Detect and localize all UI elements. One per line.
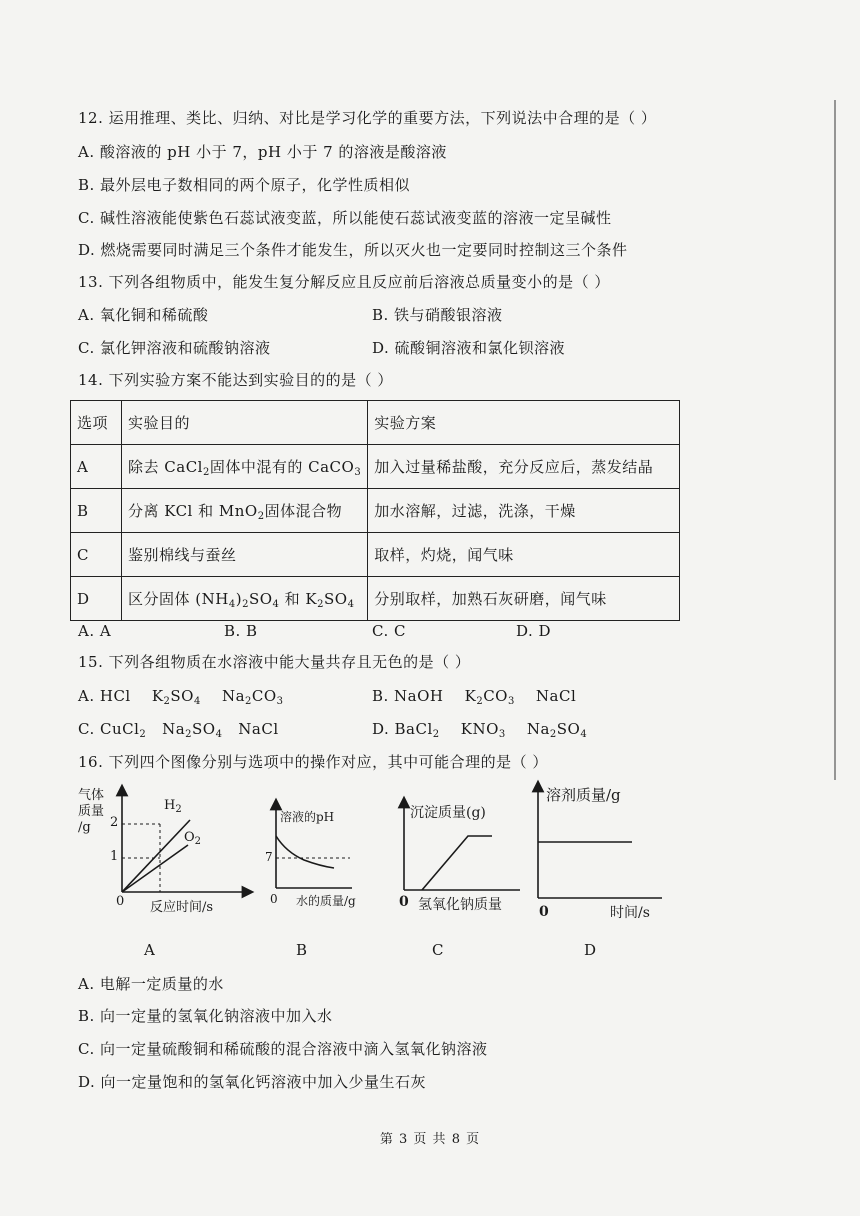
graph-c-xlabel: 氢氧化钠质量 [418,897,502,913]
graph-a-o2-label: $O_2$ [184,830,202,847]
table-cell-option: B [71,489,122,533]
table-cell-purpose: 区分固体 $(NH_4)_2SO_4$ 和 $K_2SO_4$ [122,577,368,621]
graph-b-origin: 0 [270,892,278,906]
q14-choice-d: D. D [516,622,552,640]
q16-option-b: B. 向一定量的氢氧化钠溶液中加入水 [78,1007,333,1025]
q13-stem: 13. 下列各组物质中，能发生复分解反应且反应前后溶液总质量变小的是（ ） [78,273,610,291]
graph-b-curve [276,836,334,868]
q14-choice-a: A. A [78,622,112,640]
graph-a-xlabel: 反应时间/s [150,900,214,915]
graph-a-ylabel: 气体 质量 /g [78,788,105,835]
table-cell-option: D [71,577,122,621]
graph-c-caption: C [432,941,444,959]
graph-c-ylabel: 沉淀质量(g) [410,805,486,821]
q16-option-c: C. 向一定量硫酸铜和稀硫酸的混合溶液中滴入氢氧化钠溶液 [78,1040,488,1058]
table-cell-plan: 加水溶解，过滤，洗涤，干燥 [368,489,680,533]
graph-b [264,800,374,920]
table-row [71,533,680,577]
graph-b-caption: B [296,941,308,959]
graph-a-h2-line [122,820,190,892]
graph-b-xlabel: 水的质量/g [296,894,356,908]
q13-option-d: D. 硫酸铜溶液和氯化钡溶液 [372,339,566,357]
q15-option-d: D. BaCl$_2$ $KNO_3$ $Na_2SO_4$ [372,720,588,740]
graph-a-tick-2: 2 [110,815,119,830]
graph-a-tick-1: 1 [110,849,119,864]
graph-c-curve [422,836,492,890]
graph-a-h2-label: $H_2$ [164,798,182,815]
graph-d-ylabel: 溶剂质量/g [546,786,621,804]
graph-b-tick-7: 7 [265,850,273,864]
table-cell-purpose: 除去 CaCl$_2$固体中混有的 CaCO$_3$ [122,445,368,489]
graph-b-ylabel: 溶液的pH [280,810,335,824]
graph-d [530,780,670,920]
graph-c [396,798,526,918]
margin-rule [834,100,836,780]
table-cell-plan: 分别取样，加熟石灰研磨，闻气味 [368,577,680,621]
graph-a [76,788,256,928]
graph-c-origin: 0 [399,894,409,910]
table-cell-plan: 加入过量稀盐酸，充分反应后，蒸发结晶 [368,445,680,489]
table-header-cell: 实验方案 [368,401,680,445]
table-cell-purpose: 鉴别棉线与蚕丝 [122,533,368,577]
q15-option-b: B. NaOH $K_2CO_3$ NaCl [372,687,577,707]
q12-option-a: A. 酸溶液的 pH 小于 7，pH 小于 7 的溶液是酸溶液 [78,143,447,161]
q15-stem: 15. 下列各组物质在水溶液中能大量共存且无色的是（ ） [78,653,471,671]
table-cell-purpose: 分离 KCl 和 MnO$_2$固体混合物 [122,489,368,533]
table-header-row [71,401,680,445]
q13-option-c: C. 氯化钾溶液和硫酸钠溶液 [78,339,271,357]
q13-option-a: A. 氧化铜和稀硫酸 [78,306,209,324]
q14-choice-c: C. C [372,622,406,640]
table-cell-plan: 取样，灼烧，闻气味 [368,533,680,577]
table-row [71,577,680,621]
graph-d-caption: D [584,941,597,959]
table-cell-option: A [71,445,122,489]
q14-stem: 14. 下列实验方案不能达到实验目的的是（ ） [78,371,393,389]
table-row [71,489,680,533]
graph-d-xlabel: 时间/s [610,905,650,921]
q12-stem: 12. 运用推理、类比、归纳、对比是学习化学的重要方法，下列说法中合理的是（ ） [78,109,657,127]
table-header-cell: 选项 [71,401,122,445]
q14-choice-b: B. B [224,622,258,640]
q15-option-a: A. HCl $K_2SO_4$ $Na_2CO_3$ [78,687,284,707]
q12-option-b: B. 最外层电子数相同的两个原子，化学性质相似 [78,176,411,194]
graph-a-o2-line [122,845,188,892]
table-cell-option: C [71,533,122,577]
table-header-cell: 实验目的 [122,401,368,445]
q12-option-c: C. 碱性溶液能使紫色石蕊试液变蓝，所以能使石蕊试液变蓝的溶液一定呈碱性 [78,209,612,227]
q16-option-a: A. 电解一定质量的水 [78,975,224,993]
q12-option-d: D. 燃烧需要同时满足三个条件才能发生，所以灭火也一定要同时控制这三个条件 [78,241,628,259]
table-row [71,445,680,489]
page-footer: 第 3 页 共 8 页 [379,1132,481,1147]
q15-option-c: C. CuCl$_2$ $Na_2SO_4$ NaCl [78,720,279,740]
graph-a-origin: 0 [116,894,125,909]
q16-stem: 16. 下列四个图像分别与选项中的操作对应，其中可能合理的是（ ） [78,753,548,771]
graph-d-origin: 0 [539,904,549,920]
experiment-table [70,400,680,621]
graph-a-caption: A [144,941,156,959]
q13-option-b: B. 铁与硝酸银溶液 [372,306,503,324]
q16-option-d: D. 向一定量饱和的氢氧化钙溶液中加入少量生石灰 [78,1073,427,1091]
